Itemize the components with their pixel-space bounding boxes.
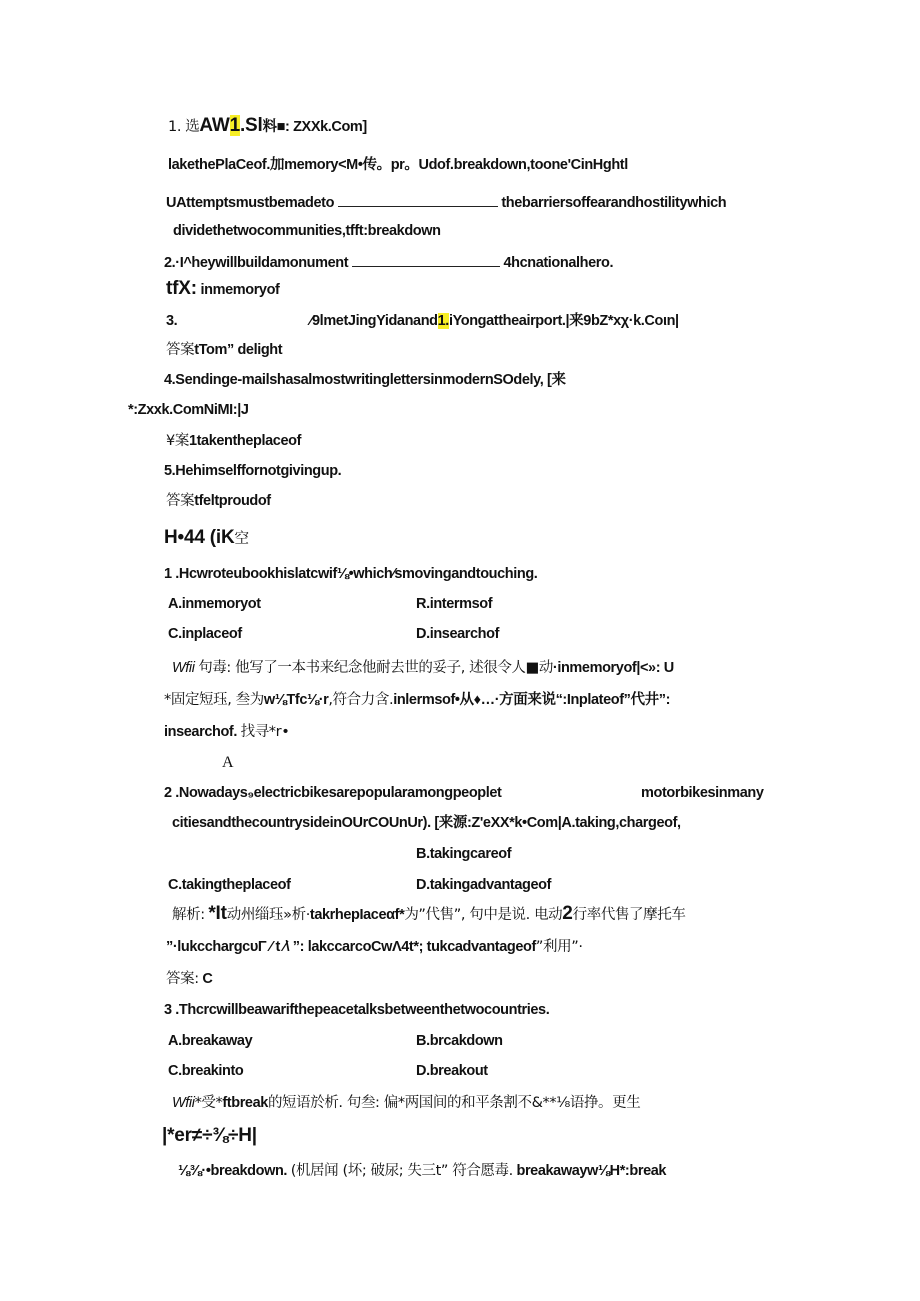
explanation-text: insearchof. (164, 724, 237, 740)
explanation-text: 行率代售了摩托车 (572, 907, 686, 923)
question-2-stem: 2 .Nowadays₉electricbikesarepopularamongpeoplet (164, 785, 502, 801)
question-3-explanation-2: |*er≠÷⅜÷H| (162, 1125, 257, 1146)
question-3-explanation-3 (178, 1162, 666, 1180)
explanation-text: ·inmemoryof|<»: U (552, 660, 674, 676)
source-tag: 料■: ZXXk.Com] (262, 119, 367, 135)
sentence-1-continuation: dividethetwocommunities,tfft:breakdown (173, 223, 441, 239)
explanation-label: Wfii (172, 1095, 195, 1111)
sentence-text: thebarriersoffearandhostilitywhich (501, 195, 727, 211)
question-3-option-c: C.breakinto (168, 1063, 244, 1079)
sentence-5-answer (166, 492, 271, 510)
explanation-text: ⅛⅜·•breakdown. (178, 1163, 288, 1179)
question-2-option-b: B.takingcareof (416, 846, 512, 862)
sentence-1-line (166, 192, 726, 212)
question-1-explanation-1 (172, 659, 674, 677)
question-1-option-d: D.insearchof (416, 626, 500, 642)
sentence-text: UAttemptsmustbemadeto (166, 195, 335, 211)
explanation-text: ftbreak (222, 1095, 268, 1111)
section-title-cjk: 空 (234, 531, 249, 547)
explanation-text: 动州缁珏»析· (226, 907, 310, 923)
explanation-text: 的短语於析. 句叁: 偏*两国间的和平条割不&**⅛语挣。更生 (267, 1095, 641, 1111)
item-1-source-line (168, 117, 367, 136)
explanation-text: 句毒: 他写了一本书来纪念他耐去世的妥子, 述很令人■动 (198, 660, 553, 676)
answer-value: tTom” delight (194, 342, 283, 358)
sentence-text: ⁄9lmetJingYidanand (310, 313, 438, 329)
explanation-text: ”利用”· (535, 939, 583, 955)
explanation-text: *受* (194, 1095, 223, 1111)
answer-label: 答案 (166, 493, 195, 509)
section-title: H•44 (iK (164, 527, 235, 548)
question-1-option-c: C.inplaceof (168, 626, 242, 642)
explanation-text: breakawayw⅛H*:break (516, 1163, 667, 1179)
question-1-answer: A (222, 754, 234, 771)
question-1-option-b: R.intermsof (416, 596, 493, 612)
source-tag-line: *:Zxxk.ComNiMI:|J (128, 402, 249, 418)
garbled-text: AW (199, 115, 230, 136)
question-3-stem: 3 .Thcrcwillbeawarifthepeacetalksbetweenthetwocountries. (164, 1002, 550, 1018)
sentence-text: iYongattheairport.|来9bZ*xχ·k.Coιn| (448, 313, 679, 329)
sentence-text: 2.·I^heywillbuildamonument (164, 255, 349, 271)
question-2-stem-2: citiesandthecountrysideinOUrCOUnUr). [来源:Z'eXX*k•Com|A.taking,chargeof, (172, 815, 681, 831)
question-1-stem: 1 .Hcwroteubookhislatcwif⅛•which∕smovingandtouching. (164, 566, 538, 582)
section-heading (164, 529, 249, 548)
explanation-label: Wfii (172, 660, 195, 676)
answer-label: 答案: (166, 971, 199, 987)
explanation-text: 为”代售”, 句中是说. 电动 (404, 907, 563, 923)
question-3-option-a: A.breakaway (168, 1033, 253, 1049)
explanation-text: ”·lukcchargcυΓ ⁄ t ⁄\ ”: lakccarcoCwΛ4t*; (166, 939, 424, 955)
explanation-text: *It (208, 903, 227, 924)
answer-value: tfeltproudof (194, 493, 271, 509)
answer-label: ¥案 (166, 433, 189, 449)
explanation-text: inlermsof•从♦…·方面来说“:Inplateof”代井”: (393, 692, 670, 708)
item-number: 3. (166, 313, 178, 329)
explanation-text: 找寻*r• (240, 724, 290, 740)
sentence-4-line: 4.Sendinge-mailshasalmostwritinglettersinmodernSOdely, [来 (164, 372, 566, 388)
item-number: 1. 选 (168, 119, 200, 135)
sentence-3-answer (166, 341, 282, 359)
explanation-text: (机居闻 (坏; 破尿; 失三t” 符合愿毒. (290, 1163, 513, 1179)
sentence-4-answer (166, 432, 301, 450)
explanation-label: 解析: (172, 907, 205, 923)
question-2-explanation-1 (172, 905, 685, 924)
explanation-text: takrhepIaceαf* (309, 907, 405, 923)
sentence-2-line (164, 252, 613, 272)
question-3-option-d: D.breakout (416, 1063, 488, 1079)
question-2-option-c: C.takingtheplaceof (168, 877, 291, 893)
question-1-explanation-2 (164, 691, 670, 709)
question-3-option-b: B.brcakdown (416, 1033, 503, 1049)
answer-label: 答案 (166, 342, 195, 358)
sentence-3-line (166, 312, 706, 330)
sentence-5-line: 5.Hehimselffornotgivingup. (164, 463, 342, 479)
sentence-text-group (310, 312, 679, 330)
answer-value: inmemoryof (200, 282, 280, 298)
answer-label: tfX: (166, 278, 197, 299)
question-1-explanation-3 (164, 723, 289, 741)
explanation-text: ,符合力含. (328, 692, 394, 708)
question-3-explanation-1 (172, 1094, 640, 1112)
question-1-option-a: A.inmemoryot (168, 596, 261, 612)
question-2-stem-end: motorbikesinmany (641, 785, 764, 801)
explanation-text: tukcadvantageof (426, 939, 536, 955)
garbled-text: .Sl (239, 115, 263, 136)
sentence-2-answer (166, 280, 280, 299)
question-2-answer (166, 970, 212, 988)
question-2-option-d: D.takingadvantageof (416, 877, 552, 893)
explanation-text: 2 (562, 903, 573, 924)
answer-blank (338, 192, 498, 207)
explanation-text: w⅛Tfc⅛·r (263, 692, 329, 708)
explanation-text: *固定短珏, 叁为 (164, 692, 264, 708)
answer-value: C (202, 971, 213, 987)
answer-blank (352, 252, 500, 267)
phrase-bank-line: lakethePlaCeof.加memory<M•传。pr。Udof.breakdown,toone'CinHghtl (168, 157, 628, 173)
highlighted-text: 1. (437, 313, 449, 329)
sentence-text: 4hcnationalhero. (503, 255, 614, 271)
highlighted-text: 1 (229, 115, 240, 136)
question-2-explanation-2 (166, 938, 583, 956)
answer-value: 1takentheplaceof (188, 433, 301, 449)
